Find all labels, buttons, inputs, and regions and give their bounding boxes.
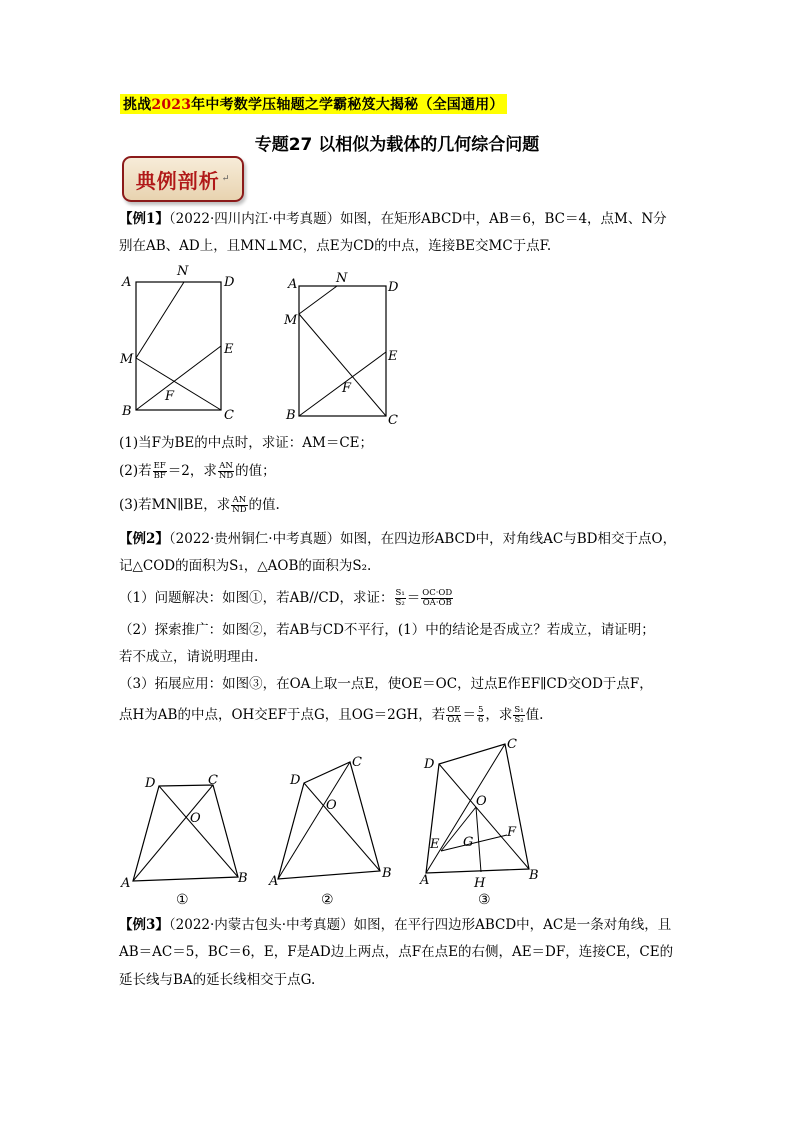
example1-source: （2022·四川内江·中考真题） — [168, 211, 341, 227]
q2-middle: ＝2，求 — [167, 463, 217, 479]
example2-figure-1 — [118, 770, 258, 910]
q2-frac-num: EF — [153, 461, 166, 471]
figC-label-E: E — [430, 837, 440, 852]
fig2-label-A: A — [288, 277, 298, 292]
figA-diagonal-AC — [133, 785, 213, 881]
figB-diagonal-AC — [278, 762, 350, 879]
p1-fraction-S1-S2 — [395, 589, 406, 608]
fig1-segment-MC — [136, 358, 221, 410]
q2-fraction-AN-ND — [218, 462, 234, 481]
p3-prefix: 点H为AB的中点，OH交EF于点G，且OG＝2GH，若 — [119, 707, 446, 723]
example2-tag: 【例2】 — [119, 531, 169, 547]
p1-fraction-products — [421, 589, 453, 608]
p3-suffix: 值. — [525, 707, 544, 723]
figA-label-A: A — [121, 876, 131, 891]
figC-label-A: A — [420, 873, 430, 888]
figC-diagonal-BD — [439, 764, 529, 869]
page-title: 专题27 以相似为载体的几何综合问题 — [254, 135, 540, 155]
fig1-label-F: F — [165, 389, 175, 404]
figB-label-O: O — [326, 798, 337, 813]
fig2-label-N: N — [336, 271, 348, 286]
fig1-label-M: M — [120, 352, 134, 367]
example3-tag: 【例3】 — [119, 917, 169, 933]
fig1-label-N: N — [177, 264, 189, 279]
example2-source: （2022·贵州铜仁·中考真题） — [168, 531, 341, 547]
badge-label: 典例剖析 — [135, 168, 220, 193]
example2-part3-line1: （3）拓展应用：如图③，在OA上取一点E，使OE＝OC，过点E作EF∥CD交OD于点F， — [119, 676, 653, 692]
figB-label-A: A — [269, 874, 279, 889]
p1-frac2-num: OC·OD — [422, 588, 453, 598]
example1-question2 — [119, 462, 276, 481]
figB-caption: ② — [321, 892, 334, 908]
p3-frac3-den: S₂ — [514, 715, 524, 725]
figC-label-O: O — [476, 794, 487, 809]
fig1-label-E: E — [224, 342, 234, 357]
p3-fraction-OE-OA — [446, 706, 461, 725]
p1-prefix: （1）问题解决：如图①，若AB//CD，求证： — [119, 590, 394, 606]
figB-diagonal-BD — [304, 783, 380, 871]
figA-quadrilateral — [133, 785, 238, 881]
figA-label-C: C — [208, 773, 218, 788]
p1-frac2-den: OA·OB — [422, 598, 452, 608]
p3-frac3-num: S₁ — [514, 705, 524, 715]
figC-diagonal-AC — [426, 744, 505, 873]
p3-frac2-num: 5 — [477, 705, 484, 715]
fig2-segment-MC — [299, 314, 386, 416]
figC-label-C: C — [507, 737, 517, 752]
example2-part2-line1: （2）探索推广：如图②，若AB与CD不平行，(1）中的结论是否成立？若成立，请证明； — [119, 622, 655, 638]
paragraph-mark: ↵ — [221, 174, 231, 184]
fig2-label-B: B — [286, 408, 296, 423]
q2-fraction-EF-BF — [153, 462, 167, 481]
q3-suffix: 的值. — [248, 497, 280, 513]
example1-question3 — [119, 496, 280, 515]
fig2-label-D: D — [388, 280, 399, 295]
q2-frac2-num: AN — [219, 461, 233, 471]
figB-label-B: B — [382, 866, 392, 881]
header-part2: 年中考数学压轴题之学霸秘笈大揭秘（全国通用） — [191, 97, 504, 113]
example2-part3-line2 — [119, 706, 543, 725]
p1-frac-den: S₂ — [395, 598, 405, 608]
example2-part1 — [119, 589, 454, 608]
q3-fraction-AN-ND — [231, 496, 247, 515]
p3-fraction-S1-S2 — [513, 706, 524, 725]
fig2-label-E: E — [388, 349, 398, 364]
fig1-label-D: D — [224, 275, 235, 290]
example3-line3: 延长线与BA的延长线相交于点G. — [119, 972, 316, 988]
fig1-segment-BE — [136, 346, 221, 410]
example3-line2: AB＝AC＝5，BC＝6，E，F是AD边上两点，点F在点E的右侧，AE＝DF，连接CE，CE的 — [119, 944, 674, 960]
example2-part2-line2: 若不成立，请说明理由. — [119, 649, 259, 665]
example3-text1: 如图，在平行四边形ABCD中，AC是一条对角线，且 — [353, 917, 672, 933]
q2-frac2-den: ND — [218, 471, 234, 481]
figA-label-B: B — [238, 871, 248, 886]
figC-segment-OH — [476, 807, 481, 872]
fig1-rectangle — [136, 282, 221, 410]
fig1-segment-MN — [136, 282, 184, 358]
example1-question1: (1)当F为BE的中点时，求证：AM＝CE； — [119, 435, 374, 451]
fig2-label-C: C — [388, 413, 398, 428]
p3-equals: ＝ — [462, 707, 476, 723]
series-header — [120, 94, 507, 114]
p3-middle: ，求 — [485, 707, 513, 723]
figA-label-O: O — [190, 811, 201, 826]
p1-equals: ＝ — [406, 590, 421, 606]
fig2-rectangle — [299, 286, 386, 416]
example1-tag: 【例1】 — [119, 211, 169, 227]
q2-suffix: 的值； — [235, 463, 276, 479]
example3-line1 — [119, 916, 671, 934]
figA-caption: ① — [176, 892, 189, 908]
figC-label-H: H — [474, 876, 486, 891]
example2-text1: 如图，在四边形ABCD中，对角线AC与BD相交于点O， — [340, 531, 677, 547]
figA-label-D: D — [145, 776, 156, 791]
figB-label-C: C — [352, 755, 362, 770]
example1-text1: 如图，在矩形ABCD中，AB＝6，BC＝4，点M、N分 — [340, 211, 667, 227]
p3-frac2-den: 6 — [477, 715, 484, 725]
fig2-label-F: F — [342, 381, 352, 396]
q3-prefix: (3)若MN∥BE，求 — [119, 497, 231, 513]
q3-frac-den: ND — [232, 505, 247, 515]
example3-source: （2022·内蒙古包头·中考真题） — [168, 917, 354, 933]
q3-frac-num: AN — [232, 495, 247, 505]
p3-frac-den: OA — [447, 715, 461, 725]
figC-label-B: B — [529, 868, 539, 883]
example2-figure-3 — [414, 733, 554, 913]
example2-figure-2 — [266, 752, 406, 912]
example2-line1 — [119, 530, 676, 548]
fig2-label-M: M — [284, 313, 298, 328]
fig2-segment-MN — [299, 286, 337, 314]
example2-line2: 记△COD的面积为S₁，△AOB的面积为S₂. — [119, 558, 372, 574]
fig1-label-C: C — [224, 408, 234, 423]
q2-frac-den: BF — [153, 471, 166, 481]
header-part1: 挑战 — [123, 97, 152, 113]
fig1-label-B: B — [122, 404, 132, 419]
figC-segment-EF — [441, 835, 507, 851]
p3-fraction-5-6 — [477, 706, 484, 725]
figC-label-G: G — [463, 835, 474, 850]
example1-line2: 别在AB、AD上，且MN⊥MC，点E为CD的中点，连接BE交MC于点F. — [119, 238, 552, 254]
figB-label-D: D — [290, 773, 301, 788]
fig1-label-A: A — [122, 275, 132, 290]
figC-label-F: F — [507, 825, 517, 840]
figC-caption: ③ — [478, 892, 491, 908]
header-year: 2023 — [151, 97, 192, 113]
section-badge — [122, 156, 244, 202]
example1-figure-2 — [282, 268, 412, 428]
figC-label-D: D — [424, 757, 435, 772]
q2-prefix: (2)若 — [119, 463, 152, 479]
p3-frac-num: OE — [447, 705, 461, 715]
p1-frac-num: S₁ — [395, 588, 405, 598]
example1-line1 — [119, 210, 667, 228]
example1-figure-1 — [118, 262, 248, 422]
